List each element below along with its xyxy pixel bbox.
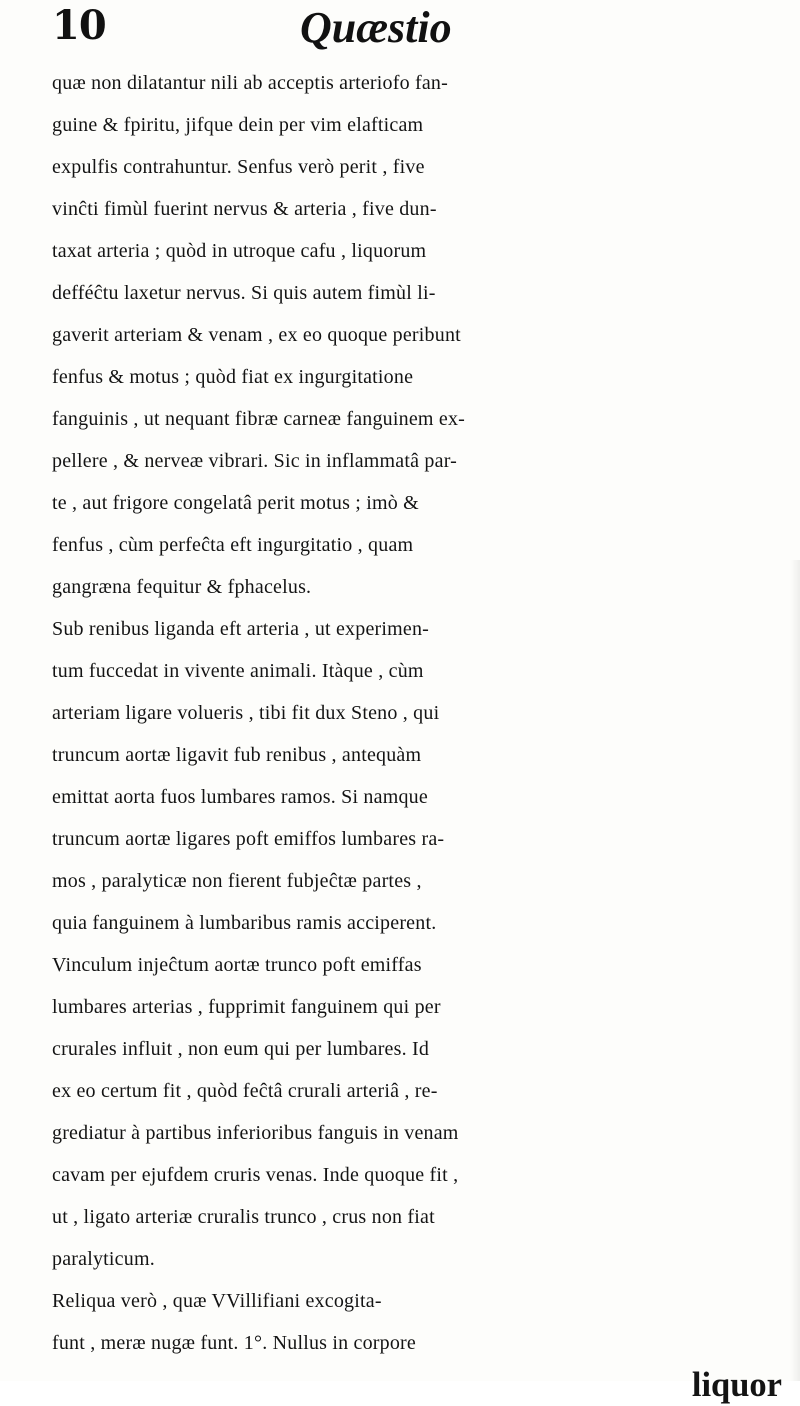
text-line: fanguinis , ut nequant fibræ carneæ fanguinem ex- — [52, 408, 466, 430]
text-line: funt , meræ nugæ funt. 1°. Nullus in corpore — [52, 1332, 416, 1354]
text-line: defféĉtu laxetur nervus. Si quis autem fimùl li- — [52, 282, 436, 304]
text-line: gangræna fequitur & fphacelus. — [52, 576, 312, 598]
body-text — [52, 62, 792, 1406]
catchword: liquor — [691, 1366, 782, 1404]
text-line: gaverit arteriam & venam , ex eo quoque peribunt — [52, 324, 461, 346]
text-line: cavam per ejufdem cruris venas. Inde quoque fit , — [52, 1164, 459, 1186]
text-line: truncum aortæ ligavit fub renibus , antequàm — [52, 744, 422, 766]
text-line: Vinculum injeĉtum aortæ trunco poft emiffas — [52, 954, 422, 976]
text-line: crurales influit , non eum qui per lumbares. Id — [52, 1038, 430, 1060]
text-line: ex eo certum fit , quòd feĉtâ crurali arteriâ , re- — [52, 1080, 438, 1102]
text-line: Sub renibus liganda eft arteria , ut experimen- — [52, 618, 430, 640]
text-line: ut , ligato arteriæ cruralis trunco , crus non fiat — [52, 1206, 435, 1228]
running-head: Quæstio — [300, 3, 452, 52]
text-line: grediatur à partibus inferioribus fanguis in venam — [52, 1122, 459, 1144]
text-line: taxat arteria ; quòd in utroque cafu , liquorum — [52, 240, 427, 262]
text-line: paralyticum. — [52, 1248, 155, 1270]
text-line: tum fuccedat in vivente animali. Itàque , cùm — [52, 660, 424, 682]
text-line: fenfus & motus ; quòd fiat ex ingurgitatione — [52, 366, 414, 388]
text-line: fenfus , cùm perfeĉta eft ingurgitatio , quam — [52, 534, 414, 556]
text-line: quia fanguinem à lumbaribus ramis acciperent. — [52, 912, 437, 934]
text-line: pellere , & nerveæ vibrari. Sic in inflammatâ par- — [52, 450, 458, 472]
text-line: arteriam ligare volueris , tibi fit dux Steno , qui — [52, 702, 440, 724]
text-line: quæ non dilatantur nili ab acceptis arteriofo fan- — [52, 72, 448, 94]
text-line: te , aut frigore congelatâ perit motus ; imò & — [52, 492, 419, 514]
text-line: expulfis contrahuntur. Senfus verò perit , five — [52, 156, 425, 178]
text-line: mos , paralyticæ non fierent fubjeĉtæ partes , — [52, 870, 422, 892]
text-line: vinĉti fimùl fuerint nervus & arteria , five dun- — [52, 198, 437, 220]
page-edge-shadow — [790, 560, 800, 1381]
page-number: 10 — [52, 2, 106, 49]
text-line: guine & fpiritu, jifque dein per vim elafticam — [52, 114, 424, 136]
text-line: truncum aortæ ligares poft emiffos lumbares ra- — [52, 828, 445, 850]
page-header — [0, 2, 800, 62]
text-line: lumbares arterias , fupprimit fanguinem qui per — [52, 996, 441, 1018]
text-line: Reliqua verò , quæ VVillifiani excogita- — [52, 1290, 382, 1312]
text-line: emittat aorta fuos lumbares ramos. Si namque — [52, 786, 428, 808]
